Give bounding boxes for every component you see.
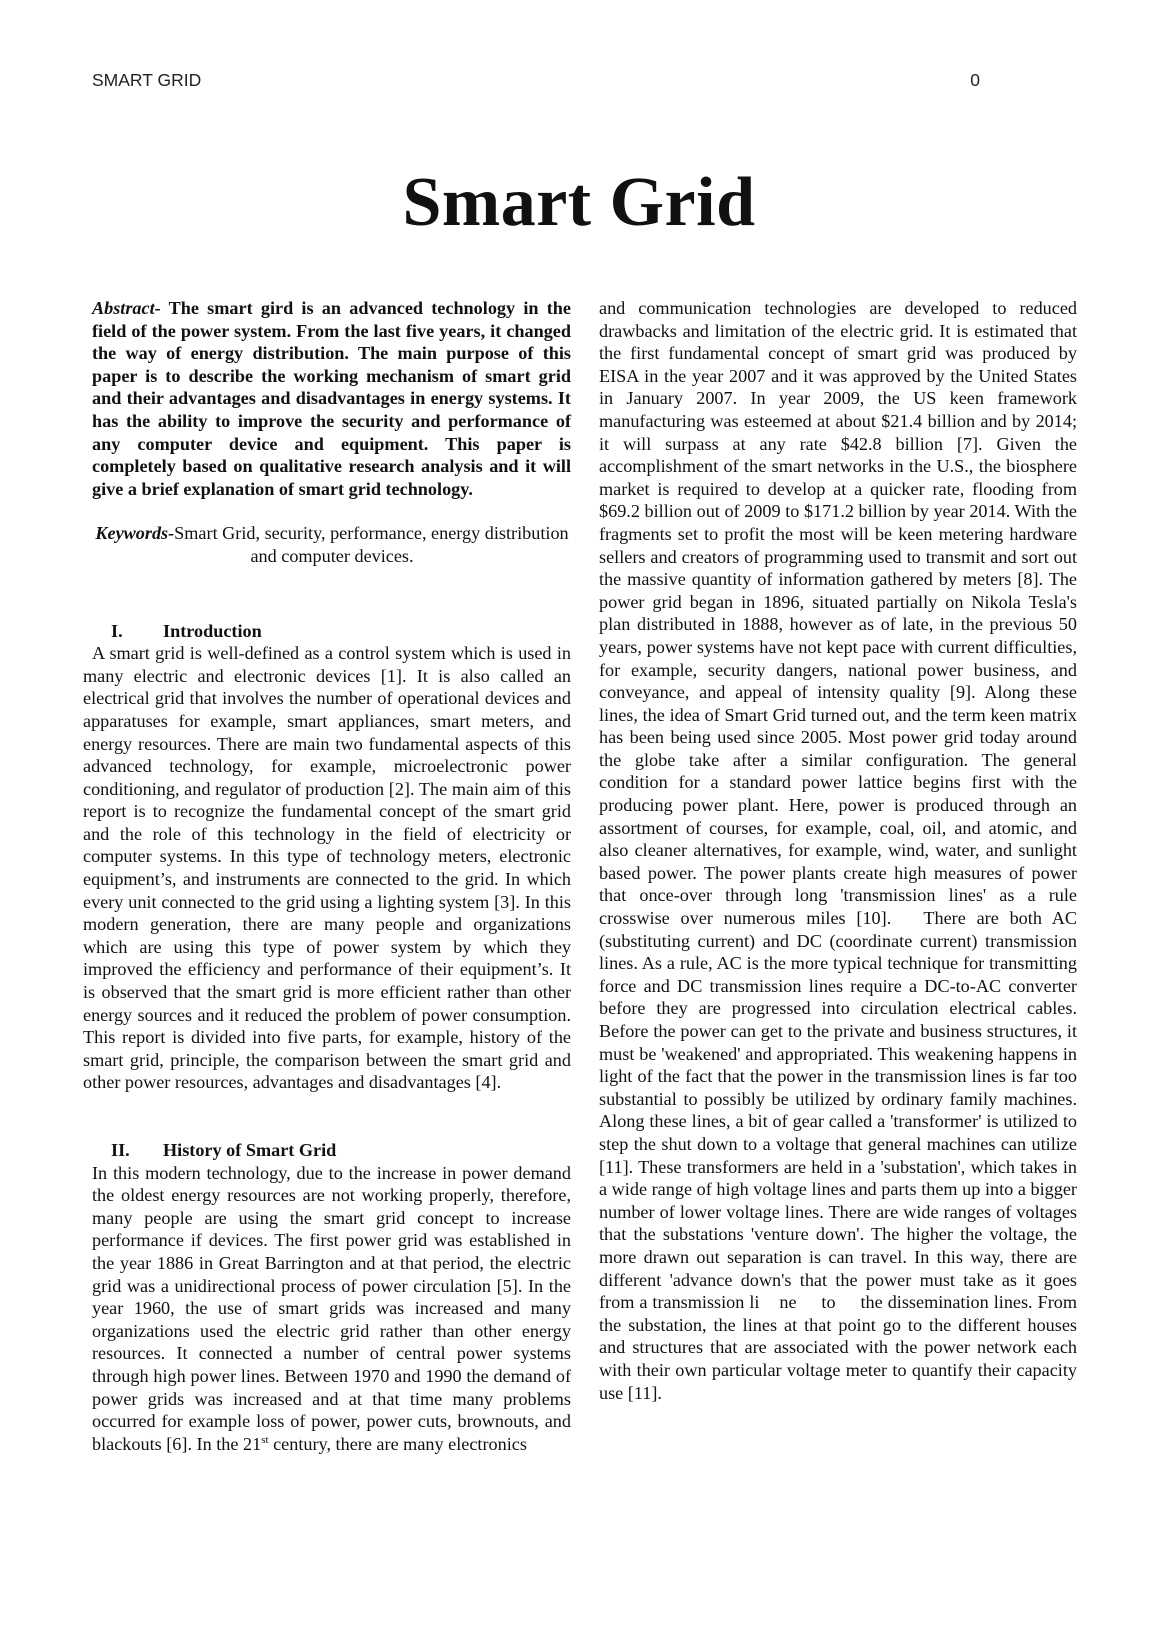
introduction-paragraph: A smart grid is well-defined as a control system which is used in many electric and electronic devices [1]. It is also called an electrical grid that involves the number of operational devices and apparatuses for example, smart appliances, smart meters, and energy resources. There are main two fundamental aspects of this advanced technology, for example, microelectronic power conditioning, and regulator of production [2]. The main aim of this report is to recognize the fundamental concept of the smart grid and the role of this technology in the field of electricity or computer systems. In this type of technology meters, electronic equipment’s, and instruments are connected to the grid. In which every unit connected to the grid using a lighting system [3]. In this modern generation, there are many people and organizations which are using this type of power system by which they improved the efficiency and performance of their equipment’s. It is observed that the smart grid is more efficient rather than other energy sources and it reduced the problem of power consumption. This report is divided into five parts, for example, history of the smart grid, principle, the comparison between the smart grid and other power resources, advantages and disadvantages [4].: [83, 643, 571, 1093]
page-header: [92, 70, 980, 91]
superscript: st: [261, 1433, 269, 1446]
abstract: [83, 297, 571, 500]
history-continued-paragraph: and communication technologies are developed to reduced drawbacks and limitation of the electric grid. It is estimated that the first fundamental concept of smart grid was produced by EISA in the year 2007 and it was approved by the United States in January 2007. In year 2009, the US keen framework manufacturing was esteemed at about $21.4 billion and by 2014; it will surpass at any rate $42.8 billion [7]. Given the accomplishment of the smart networks in the U.S., the biosphere market is required to develop at a quicker rate, flooding from $69.2 billion out of 2009 to $171.2 billion by year 2014. With the fragments set to profit the most will be keen metering hardware sellers and creators of programming used to transmit and sort out the massive quantity of information gathered by meters [8]. The power grid began in 1896, situated partially on Nikola Tesla's plan distributed in 1888, however as of late, in the previous 50 years, power systems have not kept pace with current difficulties, for example, security dangers, national power business, and conveyance, and appeal of intensity quality [9]. Along these lines, the idea of Smart Grid turned out, and the term keen matrix has been being used since 2005. Most power grid today around the globe take after a similar configuration. The general condition for a standard power lattice begins first with the producing power plant. Here, power is produced through an assortment of courses, for example, coal, oil, and atomic, and also cleaner alternatives, for example, wind, water, and sunlight based power. The power plants create high measures of power that once-over through long 'transmission lines' as a rule crosswise over numerous miles [10]. There are both AC (substituting current) and DC (coordinate current) transmission lines. As a rule, AC is the more typical technique for transmitting force and DC transmission lines require a DC-to-AC converter before they are progressed into circulation electrical cables. Before the power can get to the private and business structures, it must be 'weakened' and appropriated. This weakening happens in light of the fact that the power in the transmission lines is far too substantial to possibly be utilized by ordinary family machines. Along these lines, a bit of gear called a 'transformer' is utilized to step the shut down to a voltage that general machines can utilize [11]. These transformers are held in a 'substation', which takes in a wide range of high voltage lines and parts them up into a bigger number of lower voltage lines. There are wide ranges of voltages that the substations 'venture down'. The higher the voltage, the more drawn out separation is can travel. In this way, there are different 'advance down's that the power must take as it goes from a transmission li ne to the dissemination lines. From the substation, the lines at that point go to the different houses and structures that are associated with the power network each with their own particular voltage meter to quantify their capacity use [11].: [599, 298, 1082, 1403]
running-title: SMART GRID: [92, 70, 202, 90]
keywords-text: Smart Grid, security, performance, energy distribution and computer devices.: [174, 523, 569, 566]
section-number: I.: [111, 620, 123, 641]
history-text-end: century, there are many electronics: [268, 1433, 527, 1454]
section-heading-history: [83, 1139, 571, 1162]
history-paragraph: [83, 1162, 571, 1456]
section-heading-introduction: [83, 620, 571, 643]
right-column: [599, 297, 1082, 1404]
section-title: History of Smart Grid: [163, 1140, 337, 1160]
section-number: II.: [111, 1140, 130, 1160]
abstract-label: Abstract-: [92, 298, 161, 318]
section-title: Introduction: [163, 620, 262, 641]
keywords-label: Keywords-: [95, 523, 175, 544]
page-number: 0: [970, 70, 980, 90]
keywords: [83, 522, 571, 567]
paper-title: Smart Grid: [402, 164, 756, 241]
abstract-text: The smart gird is an advanced technology in the field of the power system. From the last five years, it changed the way of energy distribution. The main purpose of this paper is to describe the working mechanism of smart grid and their advantages and disadvantages in energy systems. It has the ability to improve the security and performance of any computer device and equipment. This paper is completely based on qualitative research analysis and it will give a brief explanation of smart grid technology.: [92, 298, 571, 499]
left-column: [83, 297, 571, 1455]
history-text: In this modern technology, due to the increase in power demand the oldest energy resources are not working properly, therefore, many people are using the smart grid concept to increase performance if devices. The first power grid was established in the year 1886 in Great Barrington and at that period, the electric grid was a unidirectional process of power circulation [5]. In the year 1960, the use of smart grids was increased and many organizations used the electric grid rather than other energy resources. It connected a number of central power systems through high power lines. Between 1970 and 1990 the demand of power grids was increased and at that time many problems occurred for example loss of power, power cuts, brownouts, and blackouts [6]. In the 21: [92, 1162, 571, 1454]
